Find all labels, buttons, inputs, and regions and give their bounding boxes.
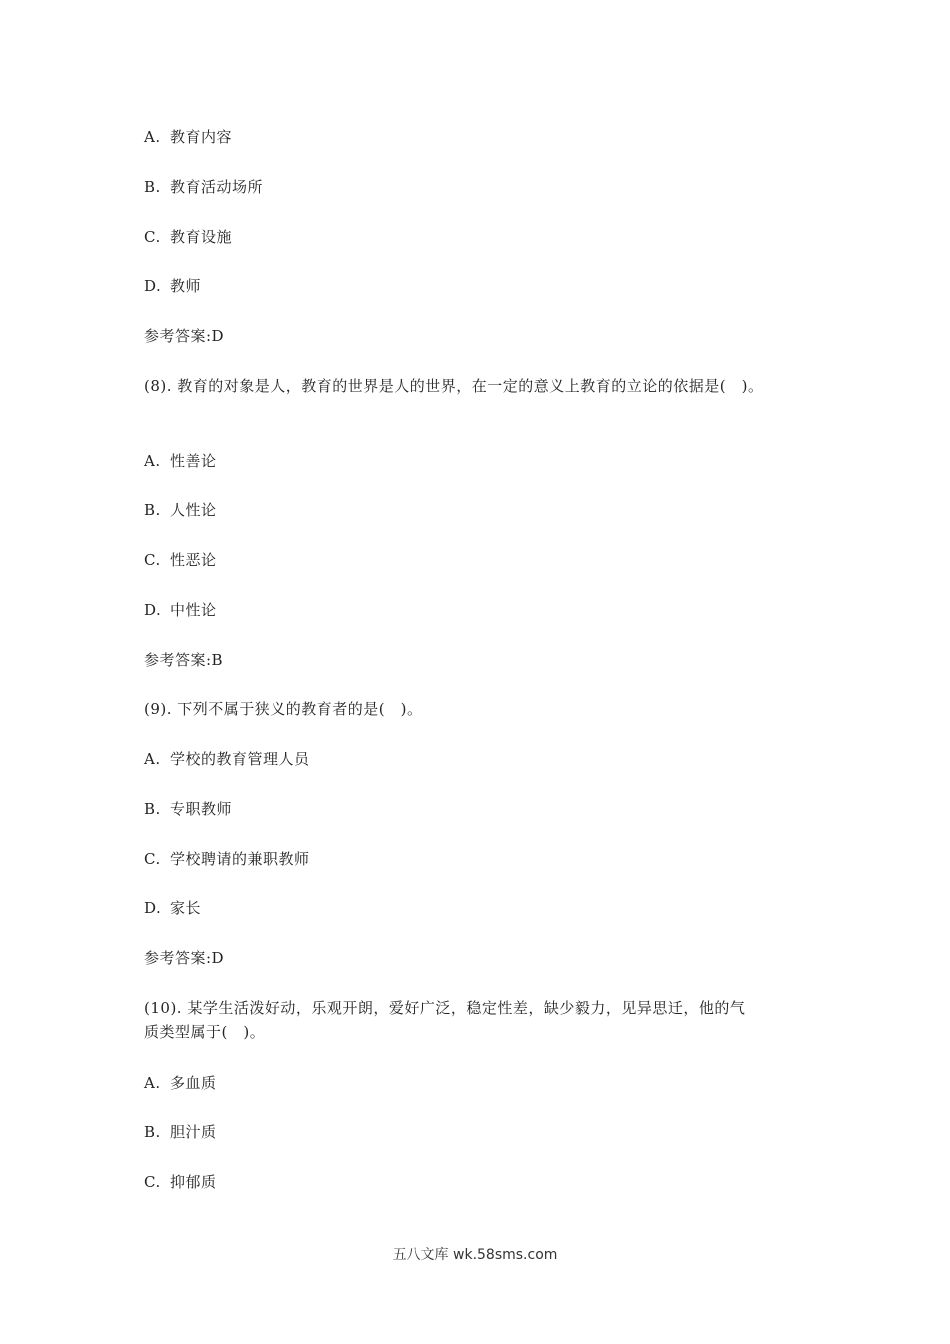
- option-letter: C.: [144, 228, 161, 246]
- option-text: 教育内容: [170, 128, 233, 146]
- option-q10-b: [144, 1122, 217, 1142]
- option-text: 学校聘请的兼职教师: [170, 850, 310, 868]
- option-letter: A.: [144, 750, 161, 768]
- option-q9-d: [144, 898, 201, 918]
- option-q8-b: [144, 500, 217, 520]
- option-letter: A.: [144, 128, 161, 146]
- option-letter: B.: [144, 800, 161, 818]
- option-text: 胆汁质: [170, 1123, 217, 1141]
- question-q9: (9). 下列不属于狭义的教育者的是( )。: [144, 700, 423, 718]
- option-letter: D.: [144, 601, 162, 619]
- question-q10-line1: (10). 某学生活泼好动，乐观开朗，爱好广泛，稳定性差，缺少毅力，见异思迁，他的气: [144, 999, 746, 1017]
- option-text: 专职教师: [170, 800, 233, 818]
- option-letter: A.: [144, 1074, 161, 1092]
- answer-q9: 参考答案:D: [144, 949, 225, 967]
- option-text: 人性论: [170, 501, 217, 519]
- option-q9-b: [144, 799, 232, 819]
- option-letter: C.: [144, 850, 161, 868]
- option-q7-c: [144, 227, 232, 247]
- option-letter: B.: [144, 501, 161, 519]
- option-letter: C.: [144, 1173, 161, 1191]
- option-text: 多血质: [170, 1074, 217, 1092]
- option-text: 教育活动场所: [170, 178, 264, 196]
- option-q10-a: [144, 1073, 217, 1093]
- option-letter: D.: [144, 277, 162, 295]
- option-q9-a: [144, 749, 310, 769]
- option-q8-a: [144, 451, 217, 471]
- option-text: 学校的教育管理人员: [170, 750, 310, 768]
- footer-watermark: 五八文库 wk.58sms.com: [392, 1247, 558, 1263]
- option-text: 家长: [170, 899, 202, 917]
- question-q8: (8). 教育的对象是人，教育的世界是人的世界，在一定的意义上教育的立论的依据是( )。: [144, 377, 764, 395]
- option-letter: B.: [144, 1123, 161, 1141]
- question-q10-line2: 质类型属于( )。: [144, 1023, 266, 1041]
- option-text: 性恶论: [170, 551, 217, 569]
- option-text: 教育设施: [170, 228, 233, 246]
- option-text: 抑郁质: [170, 1173, 217, 1191]
- answer-q7: 参考答案:D: [144, 327, 225, 345]
- option-q8-c: [144, 550, 217, 570]
- option-q10-c: [144, 1172, 217, 1192]
- option-q7-d: [144, 276, 201, 296]
- option-letter: A.: [144, 452, 161, 470]
- answer-q8: 参考答案:B: [144, 651, 224, 669]
- option-text: 性善论: [170, 452, 217, 470]
- option-q8-d: [144, 600, 217, 620]
- option-q9-c: [144, 849, 310, 869]
- option-q7-b: [144, 177, 263, 197]
- option-text: 中性论: [170, 601, 217, 619]
- option-text: 教师: [170, 277, 202, 295]
- option-letter: D.: [144, 899, 162, 917]
- option-letter: C.: [144, 551, 161, 569]
- option-q7-a: [144, 127, 232, 147]
- option-letter: B.: [144, 178, 161, 196]
